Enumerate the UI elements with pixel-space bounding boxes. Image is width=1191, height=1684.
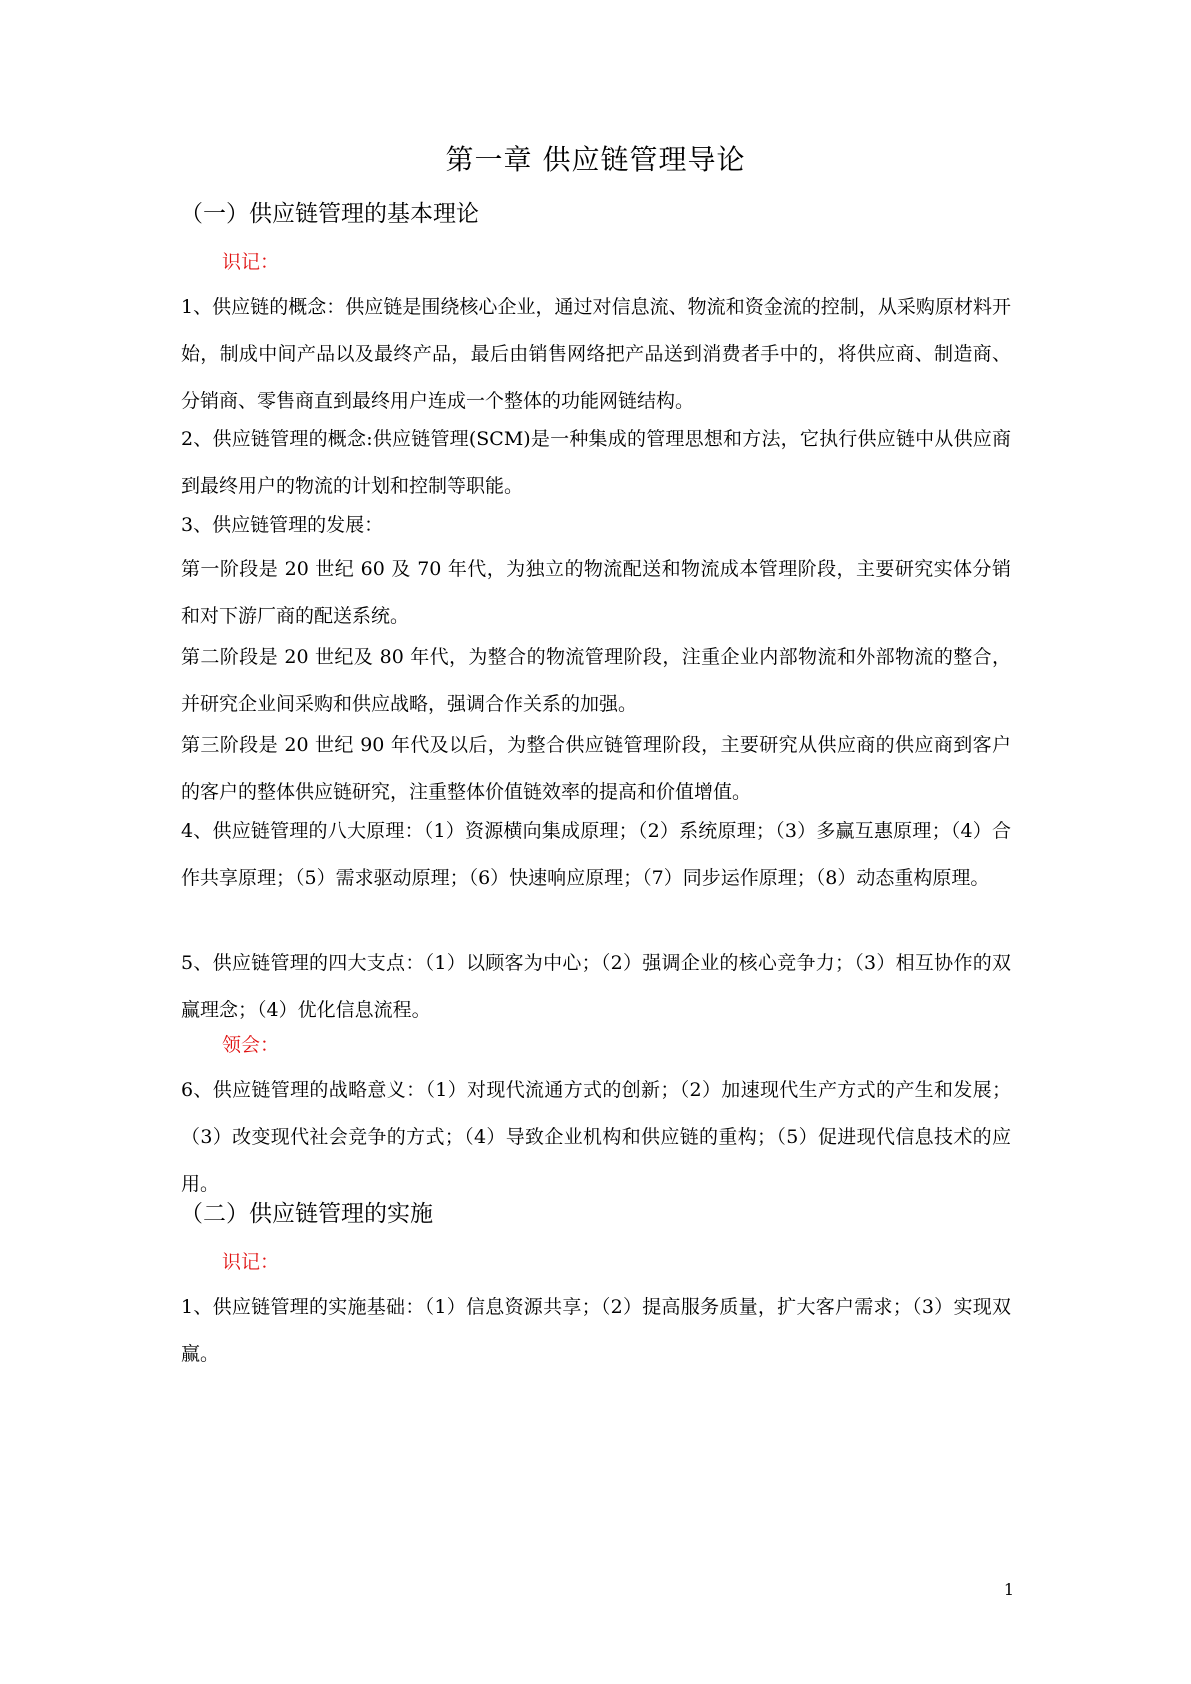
paragraph-strategic-significance: 6、供应链管理的战略意义：（1）对现代流通方式的创新；（2）加速现代生产方式的产生和发展；（3）改变现代社会竞争的方式；（4）导致企业机构和供应链的重构；（5）促进现代信息技术的应用。 <box>181 1079 1011 1195</box>
paragraph-scm-development: 3、供应链管理的发展： <box>181 514 384 536</box>
paragraph-implementation-basis: 1、供应链管理的实施基础：（1）信息资源共享；（2）提高服务质量，扩大客户需求；（3）实现双赢。 <box>181 1296 1011 1365</box>
chapter-title: 第一章 供应链管理导论 <box>445 143 746 176</box>
section-heading-basic-theory: （一）供应链管理的基本理论 <box>180 201 479 227</box>
label-memorize-2: 识记： <box>222 1251 280 1273</box>
paragraph-eight-principles: 4、供应链管理的八大原理：（1）资源横向集成原理；（2）系统原理；（3）多赢互惠原理；（4）合作共享原理；（5）需求驱动原理；（6）快速响应原理；（7）同步运作原理；（8）动态重构原理。 <box>181 820 1011 889</box>
paragraph-supply-chain-concept: 1、供应链的概念：供应链是围绕核心企业，通过对信息流、物流和资金流的控制，从采购原材料开始，制成中间产品以及最终产品，最后由销售网络把产品送到消费者手中的，将供应商、制造商、分销商、零售商直到最终用户连成一个整体的功能网链结构。 <box>181 296 1011 412</box>
paragraph-stage-three: 第三阶段是 20 世纪 90 年代及以后，为整合供应链管理阶段，主要研究从供应商的供应商到客户的客户的整体供应链研究，注重整体价值链效率的提高和价值增值。 <box>181 734 1011 803</box>
label-understand: 领会： <box>222 1034 280 1056</box>
page-number: 1 <box>1003 1580 1014 1599</box>
paragraph-four-pillars: 5、供应链管理的四大支点：（1）以顾客为中心；（2）强调企业的核心竞争力；（3）相互协作的双赢理念；（4）优化信息流程。 <box>181 952 1011 1021</box>
section-heading-implementation: （二）供应链管理的实施 <box>180 1201 433 1227</box>
paragraph-scm-concept: 2、供应链管理的概念:供应链管理(SCM)是一种集成的管理思想和方法，它执行供应链中从供应商到最终用户的物流的计划和控制等职能。 <box>181 428 1011 497</box>
paragraph-stage-two: 第二阶段是 20 世纪及 80 年代，为整合的物流管理阶段，注重企业内部物流和外部物流的整合，并研究企业间采购和供应战略，强调合作关系的加强。 <box>181 646 1011 715</box>
paragraph-stage-one: 第一阶段是 20 世纪 60 及 70 年代，为独立的物流配送和物流成本管理阶段，主要研究实体分销和对下游厂商的配送系统。 <box>181 558 1011 627</box>
label-memorize: 识记： <box>222 251 280 273</box>
